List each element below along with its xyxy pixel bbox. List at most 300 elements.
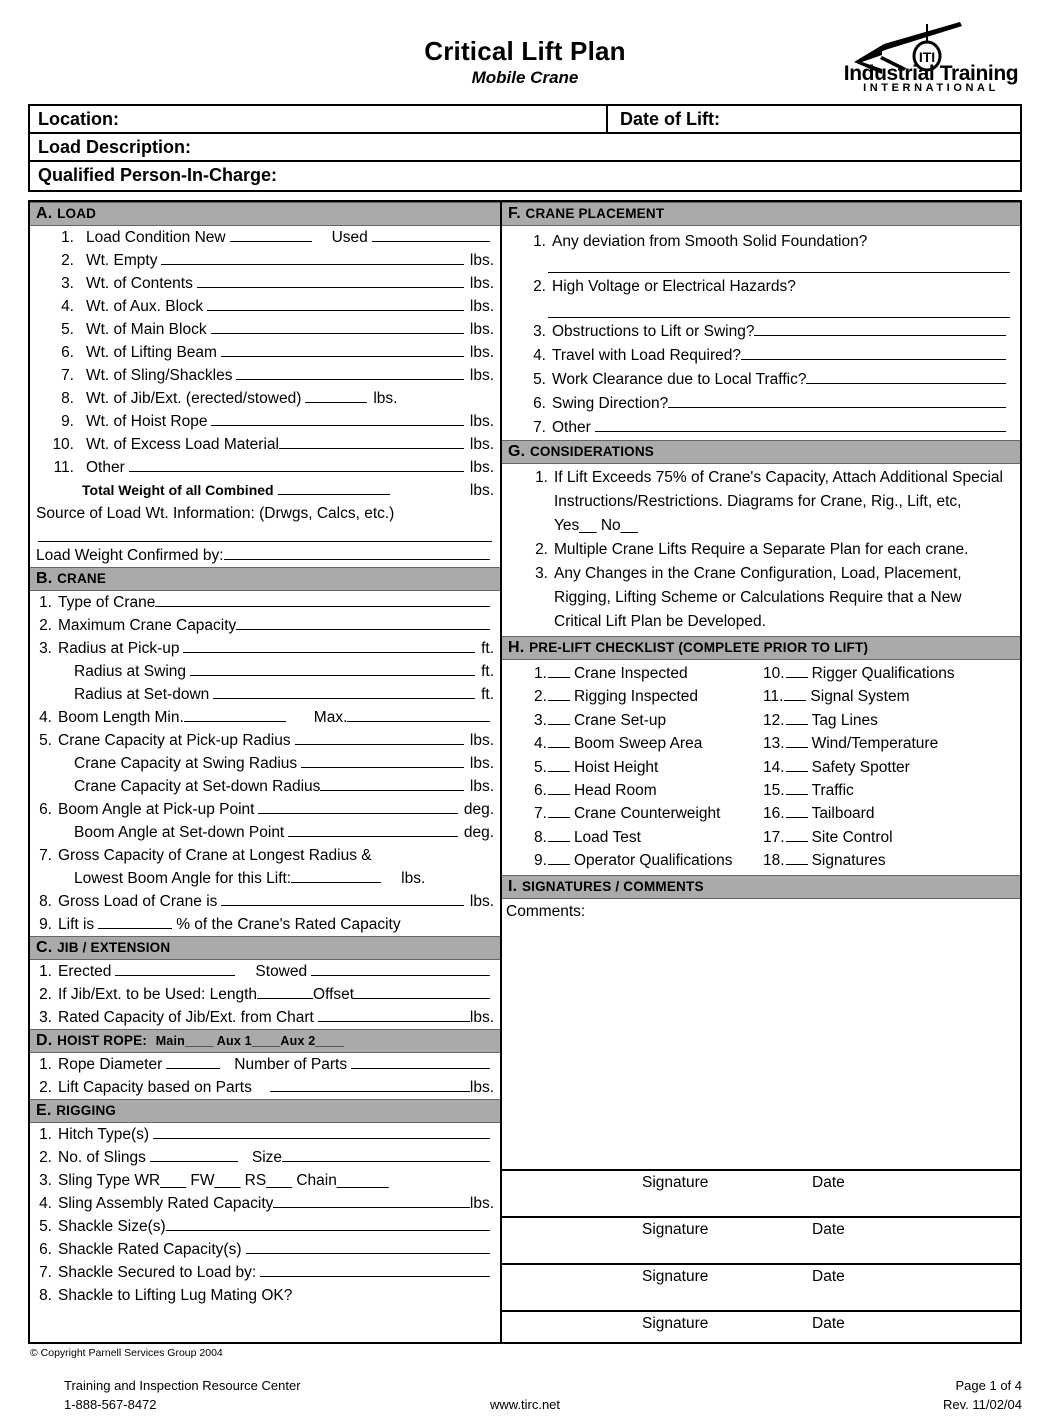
- section-header-c: [30, 936, 500, 960]
- item-unit: deg.: [463, 824, 494, 841]
- item-number: 17.: [763, 828, 785, 846]
- item-label: Traffic: [811, 782, 854, 800]
- item-label: Boom Length Min.: [58, 709, 184, 726]
- date-label: Date: [812, 1268, 845, 1285]
- checklist-column-left: [512, 662, 763, 873]
- item-number: 14.: [763, 758, 785, 776]
- signature-input[interactable]: [506, 1242, 1016, 1262]
- item-number: 9.: [61, 413, 74, 430]
- input-blank[interactable]: [595, 416, 1006, 432]
- checklist-item: [512, 826, 763, 849]
- checkbox-blank[interactable]: [786, 733, 808, 748]
- footer-revision: Rev. 11/02/04: [942, 1397, 1022, 1412]
- input-blank[interactable]: [166, 1053, 220, 1069]
- item-label[interactable]: Sling Type WR___ FW___ RS___ Chain______: [58, 1172, 389, 1189]
- form-line: [36, 798, 494, 821]
- input-blank[interactable]: [305, 387, 367, 403]
- item-label: Maximum Crane Capacity: [58, 617, 237, 634]
- form-line: [36, 729, 494, 752]
- item-number: 4.: [39, 1195, 52, 1212]
- checkbox-blank[interactable]: [786, 803, 808, 818]
- item-number: 1.: [535, 469, 548, 486]
- logo-name: Industrial Training: [843, 62, 1019, 85]
- form-line: [36, 1006, 494, 1029]
- item-label: Other: [552, 419, 591, 436]
- item-number: 4.: [61, 298, 74, 315]
- item-number: 1.: [39, 963, 52, 980]
- section-c-body: [30, 960, 500, 1029]
- item-number: 9.: [534, 852, 547, 870]
- section-d-body: [30, 1053, 500, 1099]
- item-label: Radius at Set-down: [74, 686, 210, 703]
- checklist-column-right: [763, 662, 1014, 873]
- item-number: 2.: [534, 688, 547, 706]
- checklist-item: [512, 802, 763, 825]
- item-number: 3.: [39, 1172, 52, 1189]
- form-line: [36, 752, 494, 775]
- form-line: [36, 591, 494, 614]
- date-of-lift-input[interactable]: [740, 109, 1014, 131]
- item-number: 2.: [535, 541, 548, 558]
- item-label: Crane Capacity at Swing Radius: [74, 755, 298, 772]
- item-unit: lbs.: [401, 870, 426, 887]
- signature-label: Signature: [642, 1221, 709, 1238]
- item-label: Wt. of Excess Load Material: [86, 436, 279, 453]
- comments-label: Comments:: [506, 902, 586, 920]
- item-label: Lift Capacity based on Parts: [58, 1079, 252, 1096]
- title-block: [0, 0, 1050, 100]
- checklist-item: [512, 732, 763, 755]
- item-unit: lbs.: [469, 732, 494, 749]
- input-blank[interactable]: [98, 913, 172, 929]
- input-blank[interactable]: [236, 364, 463, 380]
- input-blank[interactable]: [221, 341, 464, 357]
- form-line: [36, 1146, 494, 1169]
- item-number: 11.: [53, 459, 74, 476]
- item-label: Wt. of Main Block: [86, 321, 207, 338]
- input-blank[interactable]: [295, 729, 464, 745]
- input-blank[interactable]: [161, 249, 463, 265]
- checkbox-blank[interactable]: [786, 757, 808, 772]
- checkbox-blank[interactable]: [548, 850, 570, 865]
- item-label: Crane Inspected: [573, 665, 688, 682]
- item-number: 3.: [533, 323, 546, 340]
- date-label: Date: [812, 1221, 845, 1238]
- header-row-load-description: [30, 134, 1020, 162]
- checklist-item: [763, 709, 1014, 732]
- input-blank[interactable]: [153, 1123, 490, 1139]
- checkbox-blank[interactable]: [548, 663, 570, 678]
- item-label: Crane Counterweight: [573, 805, 721, 823]
- section-d-rope-blanks[interactable]: Main____ Aux 1____Aux 2____: [155, 1034, 345, 1048]
- item-number: 4.: [534, 735, 547, 753]
- item-label: Shackle to Lifting Lug Mating OK?: [58, 1287, 293, 1304]
- item-number: 8.: [39, 893, 52, 910]
- item-label: Operator Qualifications: [573, 852, 733, 870]
- item-label: Wt. of Hoist Rope: [86, 413, 208, 430]
- item-number: 7.: [39, 1264, 52, 1281]
- input-blank[interactable]: [282, 1146, 490, 1162]
- header-fields-table: [28, 104, 1022, 192]
- input-blank[interactable]: [129, 456, 464, 472]
- item-unit: % of the Crane's Rated Capacity: [176, 916, 401, 933]
- signature-input[interactable]: [506, 1289, 1016, 1309]
- item-label: Boom Angle at Pick-up Point: [58, 801, 255, 818]
- form-line: [36, 318, 494, 341]
- form-line: [36, 364, 494, 387]
- checkbox-blank[interactable]: [784, 686, 806, 701]
- form-line: [36, 706, 494, 729]
- form-line: [36, 637, 494, 660]
- form-line: [512, 368, 1010, 392]
- item-number: 13.: [763, 735, 785, 753]
- form-line: [36, 890, 494, 913]
- checklist-item: [763, 849, 1014, 872]
- form-line: [36, 387, 494, 410]
- item-unit: lbs.: [469, 252, 494, 269]
- checklist-item: [512, 709, 763, 732]
- item-number: 8.: [39, 1287, 52, 1304]
- checkbox-blank[interactable]: [786, 710, 808, 725]
- form-line: [36, 295, 494, 318]
- input-blank[interactable]: [246, 1238, 491, 1254]
- item-number: 18.: [763, 852, 785, 870]
- item-number: 3.: [39, 1009, 52, 1026]
- input-blank[interactable]: [273, 1192, 469, 1208]
- section-d-letter: D.: [36, 1032, 53, 1049]
- item-label: No. of Slings: [58, 1149, 146, 1166]
- form-body-frame: [28, 200, 1022, 1344]
- item-label: Travel with Load Required?: [552, 347, 741, 364]
- item-label: Gross Load of Crane is: [58, 893, 218, 910]
- input-blank[interactable]: [318, 1006, 470, 1022]
- checklist-item: [512, 662, 763, 685]
- item-label: Any Changes in the Crane Configuration, Load, Placement, Rigging, Lifting Scheme or Calculations Require that a New Critical Lift Plan be Developed.: [554, 565, 962, 630]
- item-label: Tag Lines: [811, 711, 878, 729]
- input-blank[interactable]: [211, 410, 463, 426]
- checkbox-blank[interactable]: [786, 780, 808, 795]
- input-blank[interactable]: [311, 960, 490, 976]
- checkbox-blank[interactable]: [548, 827, 570, 842]
- item-label: Hoist Height: [573, 758, 659, 776]
- header-divider: [606, 106, 608, 132]
- input-blank[interactable]: [668, 392, 1006, 408]
- section-header-f: [502, 202, 1020, 226]
- input-blank[interactable]: [184, 706, 286, 722]
- checkbox-blank[interactable]: [548, 757, 570, 772]
- source-of-load-label: Source of Load Wt. Information: (Drwgs, Calcs, etc.): [36, 505, 395, 522]
- section-g-body: [502, 464, 1020, 636]
- checkbox-blank[interactable]: [548, 686, 570, 701]
- input-blank[interactable]: [347, 706, 490, 722]
- item-label: Wt. of Aux. Block: [86, 298, 204, 315]
- form-line: [36, 456, 494, 479]
- item-number: 8.: [61, 390, 74, 407]
- item-number: 2.: [39, 1149, 52, 1166]
- section-i-letter: I.: [508, 877, 518, 895]
- f1-answer-rule[interactable]: [548, 254, 1010, 273]
- load-weight-confirmed-label: Load Weight Confirmed by:: [36, 547, 224, 564]
- signature-label: Signature: [642, 1268, 709, 1285]
- item-label-2: Number of Parts: [234, 1056, 348, 1073]
- input-blank[interactable]: [754, 320, 1006, 336]
- item-label: Lowest Boom Angle for this Lift:: [74, 870, 292, 887]
- section-header-b: [30, 567, 500, 591]
- item-unit: ft.: [481, 663, 494, 680]
- form-line: [36, 960, 494, 983]
- item-number: 1.: [533, 233, 546, 250]
- item-unit: lbs.: [469, 436, 494, 453]
- item-number: 9.: [39, 916, 52, 933]
- input-blank[interactable]: [190, 660, 475, 676]
- input-blank[interactable]: [183, 637, 475, 653]
- input-blank[interactable]: [221, 890, 463, 906]
- item-unit: lbs.: [469, 755, 494, 772]
- checkbox-blank[interactable]: [548, 780, 570, 795]
- qualified-person-input[interactable]: [348, 165, 1014, 187]
- section-b-title: CRANE: [57, 571, 107, 586]
- footer-phone: 1-888-567-8472: [64, 1397, 157, 1412]
- item-unit: ft.: [481, 686, 494, 703]
- item-number: 5.: [39, 1218, 52, 1235]
- section-e-body: [30, 1123, 500, 1307]
- checkbox-blank[interactable]: [786, 850, 808, 865]
- input-blank[interactable]: [301, 752, 464, 768]
- item-label: Shackle Secured to Load by:: [58, 1264, 257, 1281]
- input-blank[interactable]: [288, 821, 458, 837]
- f2-answer-rule[interactable]: [548, 299, 1010, 318]
- item-label: Crane Capacity at Set-down Radius: [74, 778, 321, 795]
- item-number: 10.: [763, 665, 785, 682]
- item-label: Wt. of Jib/Ext. (erected/stowed): [86, 390, 302, 407]
- item-unit: lbs.: [469, 1009, 494, 1026]
- item-label: Shackle Size(s): [58, 1218, 166, 1235]
- item-number: 7.: [533, 419, 546, 436]
- input-blank[interactable]: [741, 344, 1006, 360]
- input-blank[interactable]: [207, 295, 464, 311]
- form-line: [512, 416, 1010, 440]
- input-blank[interactable]: [155, 591, 490, 607]
- form-line: [36, 614, 494, 637]
- input-blank[interactable]: [354, 983, 490, 999]
- input-blank[interactable]: [270, 1076, 470, 1092]
- item-label-2: Size: [251, 1149, 283, 1166]
- section-a-letter: A.: [36, 205, 53, 222]
- input-blank[interactable]: [211, 318, 464, 334]
- footer-website[interactable]: www.tirc.net: [489, 1397, 561, 1412]
- item-unit: lbs.: [469, 367, 494, 384]
- input-blank[interactable]: [236, 614, 490, 630]
- item-number: 6.: [61, 344, 74, 361]
- checkbox-blank[interactable]: [548, 803, 570, 818]
- input-blank[interactable]: [197, 272, 464, 288]
- checklist-item: [763, 802, 1014, 825]
- item-label: Other: [86, 459, 125, 476]
- checkbox-blank[interactable]: [786, 663, 808, 678]
- source-of-load-input[interactable]: [38, 525, 492, 542]
- input-blank[interactable]: [291, 867, 381, 883]
- item-label: Obstructions to Lift or Swing?: [552, 323, 755, 340]
- item-label: Crane Capacity at Pick-up Radius: [58, 732, 291, 749]
- item-label: Tailboard: [811, 805, 875, 823]
- section-d-title: HOIST ROPE:: [57, 1033, 148, 1048]
- section-header-d: [30, 1029, 500, 1053]
- left-column: [30, 202, 500, 1342]
- item-number: 11.: [763, 688, 784, 706]
- checklist-item: [763, 756, 1014, 779]
- item-number: 2.: [39, 1079, 52, 1096]
- location-input[interactable]: [170, 109, 540, 131]
- consideration-item: [526, 538, 1006, 562]
- item-label: Rated Capacity of Jib/Ext. from Chart: [58, 1009, 314, 1026]
- item-number: 1.: [39, 594, 52, 611]
- item-label: Signal System: [810, 688, 910, 706]
- item-label: If Jib/Ext. to be Used: Length: [58, 986, 258, 1003]
- item-unit: lbs.: [469, 321, 494, 338]
- input-blank[interactable]: [150, 1146, 238, 1162]
- form-line: [36, 983, 494, 1006]
- date-label: Date: [812, 1315, 845, 1332]
- section-a-body: [30, 226, 500, 567]
- checkbox-blank[interactable]: [786, 827, 808, 842]
- section-h-checklist: [502, 660, 1020, 875]
- item-unit: lbs.: [469, 275, 494, 292]
- section-c-title: JIB / EXTENSION: [57, 940, 171, 955]
- input-blank[interactable]: [320, 775, 463, 791]
- input-blank[interactable]: [279, 433, 464, 449]
- form-line: [36, 410, 494, 433]
- item-label: Wt. of Contents: [86, 275, 193, 292]
- form-line: [36, 775, 494, 798]
- item-unit: lbs.: [469, 344, 494, 361]
- item-unit: lbs.: [469, 459, 494, 476]
- form-line: [512, 344, 1010, 368]
- item-unit: lbs.: [373, 390, 398, 407]
- header-row-qualified-person: [30, 162, 1020, 190]
- section-c-letter: C.: [36, 939, 53, 956]
- section-header-i: [502, 875, 1020, 899]
- item-number: 6.: [534, 782, 547, 800]
- form-line: [36, 1215, 494, 1238]
- input-blank[interactable]: [258, 798, 457, 814]
- input-blank[interactable]: [260, 1261, 490, 1277]
- total-weight-input[interactable]: [278, 479, 390, 495]
- checklist-item: [763, 732, 1014, 755]
- right-column: [502, 202, 1020, 1342]
- item-number: 3.: [61, 275, 74, 292]
- form-line: [36, 249, 494, 272]
- item-label: Work Clearance due to Local Traffic?: [552, 371, 807, 388]
- item-unit: ft.: [481, 640, 494, 657]
- load-description-input[interactable]: [245, 137, 1014, 159]
- item-unit: lbs.: [469, 298, 494, 315]
- input-blank[interactable]: [213, 683, 475, 699]
- item-label: Any deviation from Smooth Solid Foundation?: [552, 233, 868, 250]
- item-number: 6.: [39, 801, 52, 818]
- table-row: [502, 1263, 1020, 1310]
- input-blank[interactable]: [115, 960, 235, 976]
- footer-page-number: Page 1 of 4: [955, 1378, 1022, 1393]
- input-blank[interactable]: [351, 1053, 490, 1069]
- item-label: Signatures: [811, 852, 886, 870]
- form-line: [36, 844, 494, 867]
- checklist-item: [512, 779, 763, 802]
- signature-input[interactable]: [506, 1195, 1016, 1215]
- form-line: [36, 683, 494, 706]
- item-label: Safety Spotter: [811, 758, 910, 776]
- section-i-title: SIGNATURES / COMMENTS: [521, 878, 704, 894]
- load-weight-confirmed-line: [36, 544, 494, 567]
- form-line: [36, 867, 494, 890]
- input-blank[interactable]: [372, 226, 490, 242]
- item-number: 4.: [533, 347, 546, 364]
- checklist-item: [763, 662, 1014, 685]
- checkbox-blank[interactable]: [548, 710, 570, 725]
- input-blank[interactable]: [166, 1215, 490, 1231]
- item-number: 6.: [39, 1241, 52, 1258]
- item-number: 8.: [534, 828, 547, 846]
- item-label: Hitch Type(s): [58, 1126, 150, 1143]
- item-label: Erected: [58, 963, 112, 980]
- svg-text:ITI: ITI: [918, 49, 936, 65]
- item-unit: lbs.: [469, 1195, 494, 1212]
- item-label: Sling Assembly Rated Capacity: [58, 1195, 274, 1212]
- item-label: Boom Angle at Set-down Point: [74, 824, 285, 841]
- item-label: Rope Diameter: [58, 1056, 163, 1073]
- item-number: 16.: [763, 805, 785, 823]
- item-label: Radius at Swing: [74, 663, 187, 680]
- comments-textarea[interactable]: [502, 942, 1020, 1154]
- item-number: 2.: [61, 252, 74, 269]
- item-label: Boom Sweep Area: [573, 735, 703, 753]
- load-weight-confirmed-input[interactable]: [224, 544, 490, 560]
- item-label: Radius at Pick-up: [58, 640, 180, 657]
- input-blank[interactable]: [257, 983, 313, 999]
- form-line: [36, 1192, 494, 1215]
- item-number: 1.: [534, 665, 547, 682]
- form-line: [512, 320, 1010, 344]
- item-label: Crane Set-up: [573, 711, 667, 729]
- item-label-2: Offset: [313, 986, 355, 1003]
- section-b-body: [30, 591, 500, 936]
- input-blank[interactable]: [230, 226, 312, 242]
- checkbox-blank[interactable]: [548, 733, 570, 748]
- item-label: Wind/Temperature: [811, 735, 939, 753]
- consideration-item: [526, 466, 1006, 538]
- iti-logo: [838, 22, 1024, 94]
- signature-label: Signature: [642, 1315, 709, 1332]
- item-label: High Voltage or Electrical Hazards?: [552, 278, 796, 295]
- section-g-letter: G.: [508, 443, 526, 460]
- form-line: [36, 433, 494, 456]
- item-number: 12.: [763, 711, 785, 729]
- page-subtitle: Mobile Crane: [471, 68, 579, 87]
- form-line: [36, 913, 494, 936]
- input-blank[interactable]: [806, 368, 1006, 384]
- footer-org: Training and Inspection Resource Center: [64, 1378, 301, 1393]
- item-number: 7.: [39, 847, 52, 864]
- form-line: [36, 660, 494, 683]
- form-line: [36, 226, 494, 249]
- item-label: Gross Capacity of Crane at Longest Radius &: [58, 847, 372, 864]
- section-g-title: CONSIDERATIONS: [529, 444, 655, 459]
- signature-label: Signature: [642, 1174, 709, 1191]
- item-label-2: Max.: [313, 709, 348, 726]
- item-label: Swing Direction?: [552, 395, 669, 412]
- section-header-h: [502, 636, 1020, 660]
- checklist-item: [512, 685, 763, 708]
- table-row: [502, 1216, 1020, 1263]
